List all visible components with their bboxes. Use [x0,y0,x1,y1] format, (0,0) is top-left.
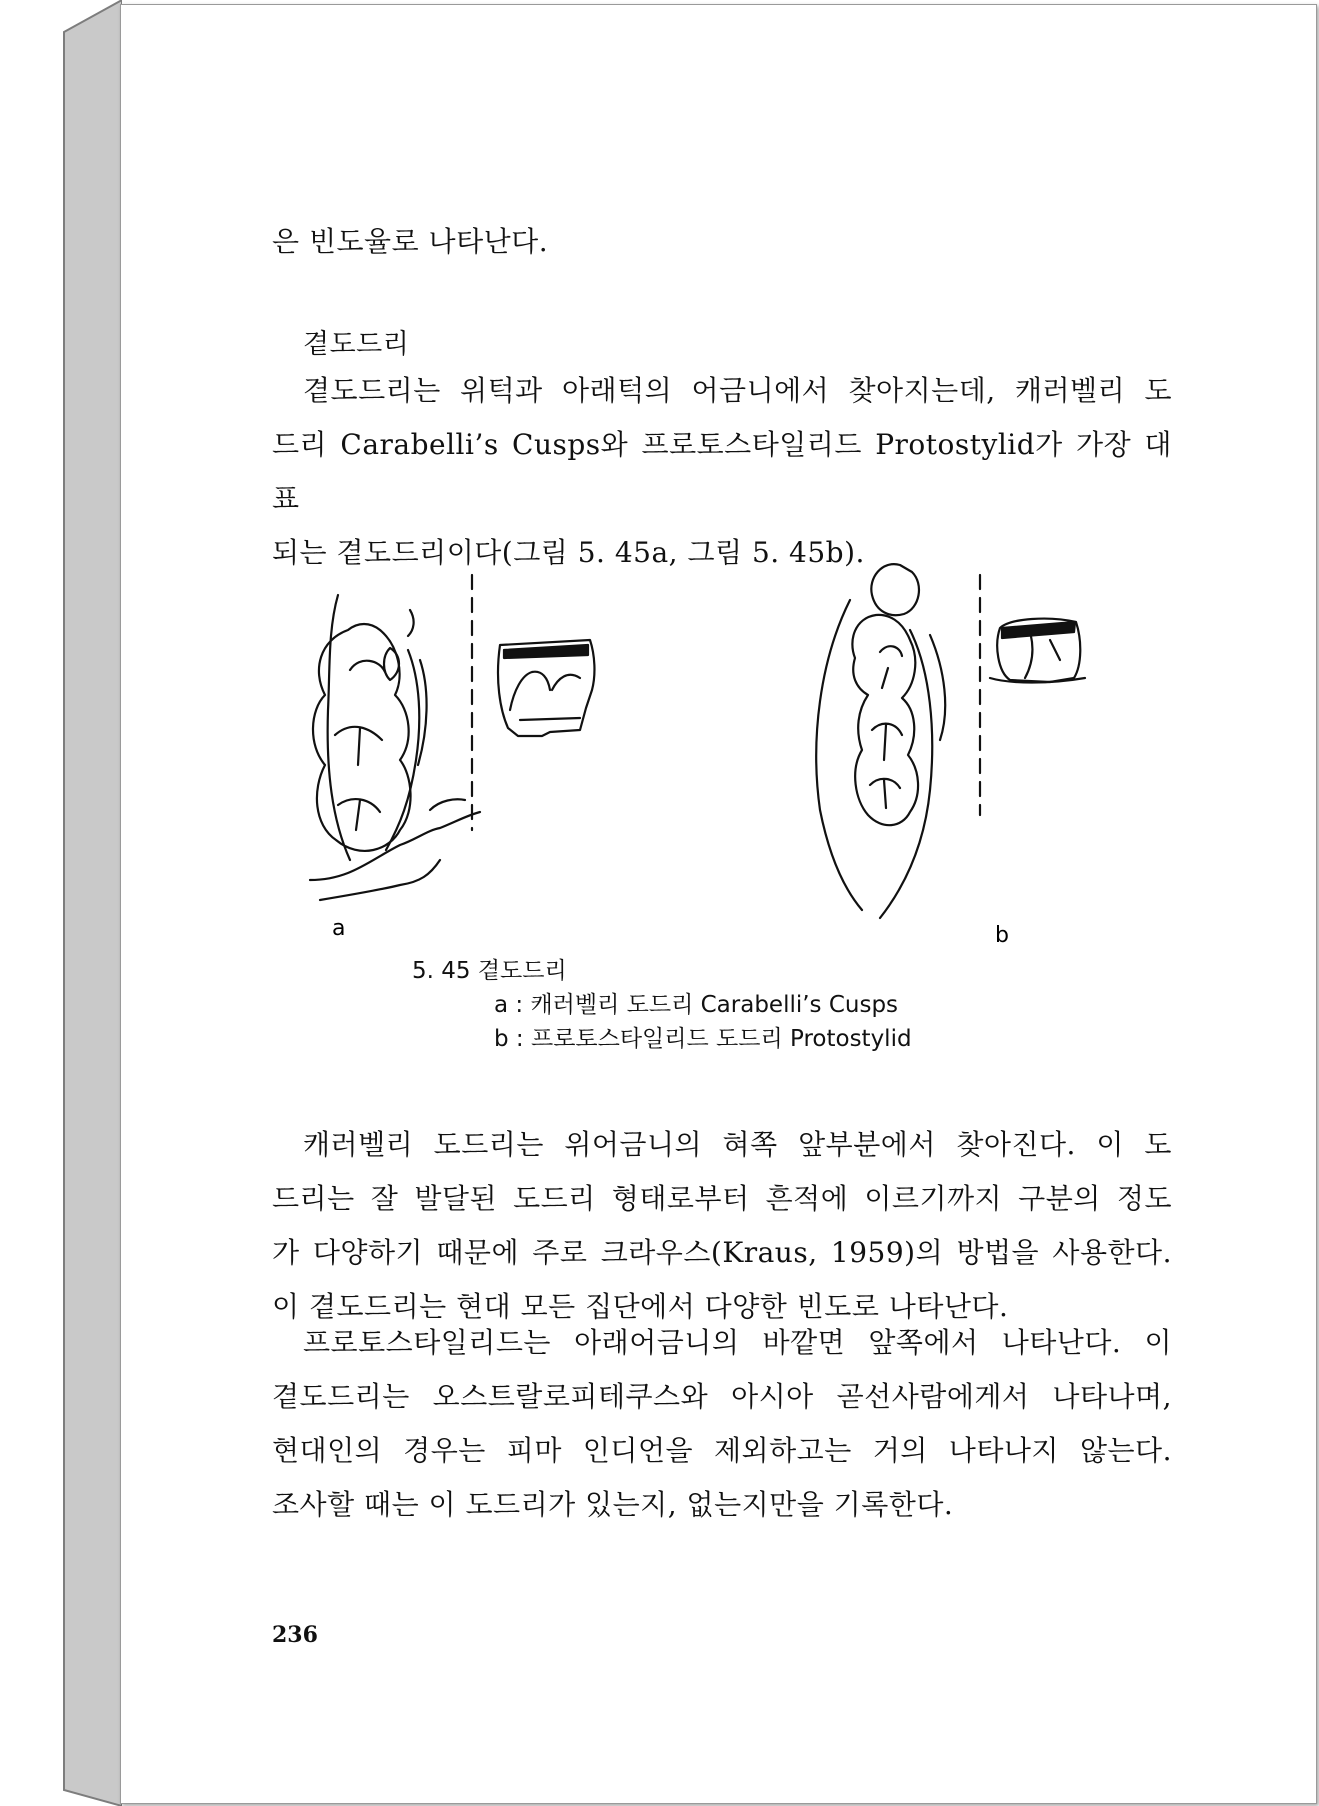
paragraph-line: 프로토스타일리드는 아래어금니의 바깥면 앞쪽에서 나타난다. 이 [303,1326,1172,1359]
paragraph-3 [272,1316,1172,1532]
figure-b-drawing [816,564,945,918]
figure-5-45 [290,560,1190,960]
paragraph-line: 곁도드리는 오스트랄로피테쿠스와 아시아 곧선사람에게서 나타나며, [272,1380,1172,1413]
paragraph-line: 되는 곁도드리이다(그림 5. 45a, 그림 5. 45b). [272,536,865,569]
figure-a-drawing [310,595,480,900]
figure-b-crown [990,619,1085,683]
paragraph-line: 곁도드리는 위턱과 아래턱의 어금니에서 찾아지는데, 캐러벨리 도 [303,374,1172,407]
paragraph-line: 드리 Carabelli’s Cusps와 프로토스타일리드 Protostylid가 가장 대표 [272,428,1172,515]
figure-caption [412,954,912,1056]
paragraph-line: 캐러벨리 도드리는 위어금니의 혀쪽 앞부분에서 찾아진다. 이 도 [303,1128,1172,1161]
book-spine [62,0,122,1806]
tooth-illustration [290,560,1190,960]
page-number: 236 [272,1622,318,1648]
caption-a: a : 캐러벨리 도드리 Carabelli’s Cusps [494,992,899,1018]
intro-line: 은 빈도율로 나타난다. [272,225,549,258]
figure-b-label: b [995,923,1009,948]
paragraph-line: 가 다양하기 때문에 주로 크라우스(Kraus, 1959)의 방법을 사용한다. [272,1236,1172,1269]
caption-b: b : 프로토스타일리드 도드리 Protostylid [494,1026,912,1052]
paragraph-1 [272,364,1172,580]
paragraph-2 [272,1118,1172,1334]
paragraph-line: 드리는 잘 발달된 도드리 형태로부터 흔적에 이르기까지 구분의 정도 [272,1182,1172,1215]
figure-a-crown [498,640,594,736]
paragraph-line: 현대인의 경우는 피마 인디언을 제외하고는 거의 나타나지 않는다. [272,1434,1172,1467]
paragraph-line: 조사할 때는 이 도드리가 있는지, 없는지만을 기록한다. [272,1488,954,1521]
paragraph-line: 이 곁도드리는 현대 모든 집단에서 다양한 빈도로 나타난다. [272,1290,1009,1323]
caption-title: 5. 45 곁도드리 [412,958,567,984]
figure-a-label: a [332,916,346,941]
section-heading: 곁도드리 [303,329,410,360]
